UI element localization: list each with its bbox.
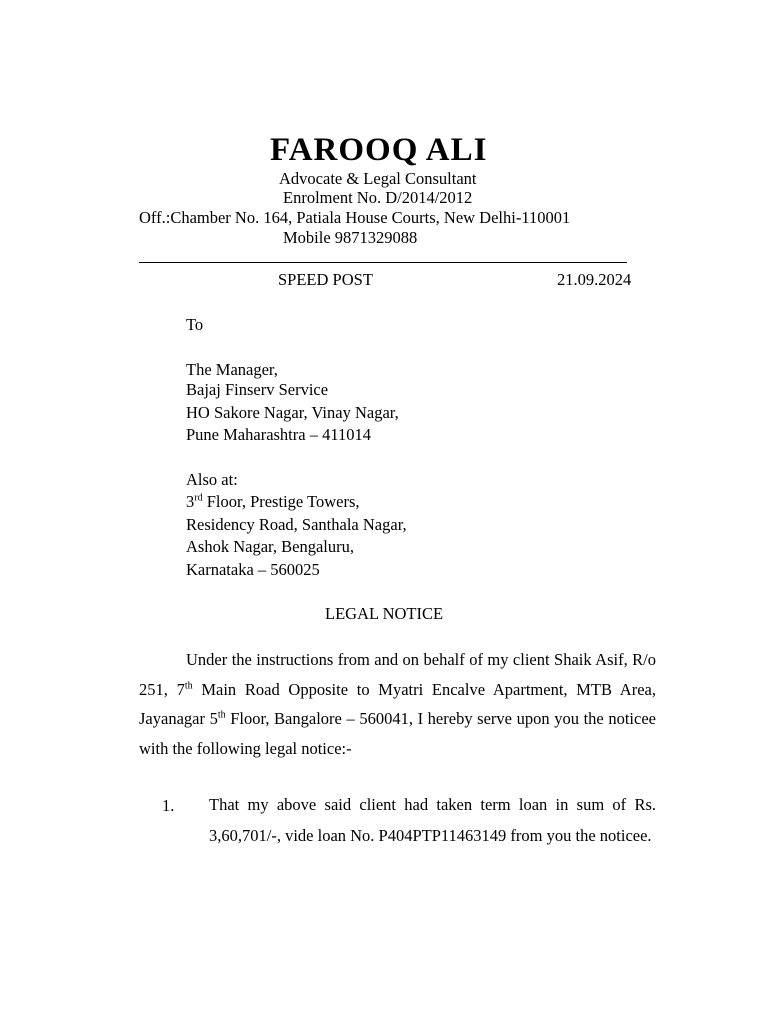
alt-address-line: 3rd Floor, Prestige Towers, [186, 492, 360, 511]
notice-title: LEGAL NOTICE [325, 604, 444, 623]
mobile-number: Mobile 9871329088 [283, 228, 418, 247]
advocate-name: FAROOQ ALI [270, 132, 488, 168]
notice-date: 21.09.2024 [557, 270, 632, 289]
advocate-designation: Advocate & Legal Consultant [279, 169, 477, 188]
header-rule [139, 262, 627, 263]
intro-paragraph: Under the instructions from and on behalf of my client Shaik Asif, R/o 251, 7th Main Road Opposite to Myatri Encalve Apartment, MTB Area, Jayanagar 5th Floor, Bangalore – 560041, I hereby serve upon you the noticee with the following legal notice:- [139, 650, 656, 758]
dispatch-mode: SPEED POST [278, 270, 373, 289]
salutation: To [186, 315, 204, 334]
recipient-line: Pune Maharashtra – 411014 [186, 425, 371, 444]
alt-address-line: Residency Road, Santhala Nagar, [186, 515, 407, 534]
point-number: 1. [162, 796, 175, 815]
point-text: That my above said client had taken term loan in sum of Rs. 3,60,701/-, vide loan No. P404PTP11463149 from you the noticee. [209, 795, 656, 845]
recipient-line: HO Sakore Nagar, Vinay Nagar, [186, 403, 399, 422]
office-address: Off.:Chamber No. 164, Patiala House Courts, New Delhi-110001 [139, 208, 571, 227]
recipient-line: Bajaj Finserv Service [186, 380, 329, 399]
enrolment-number: Enrolment No. D/2014/2012 [283, 188, 473, 207]
recipient-line: The Manager, [186, 360, 278, 379]
alt-address-line: Ashok Nagar, Bengaluru, [186, 537, 354, 556]
also-at-label: Also at: [186, 470, 238, 489]
alt-address-line: Karnataka – 560025 [186, 560, 320, 579]
